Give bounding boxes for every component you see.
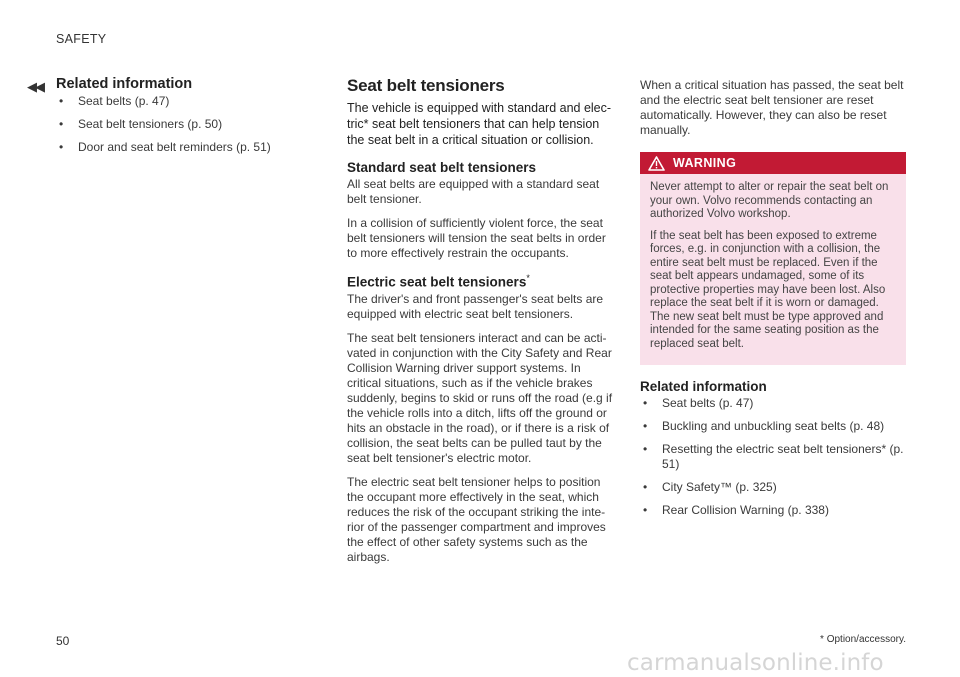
- related-info-list: [640, 396, 906, 518]
- related-link[interactable]: • Resetting the electric seat belt tensioners* (p. 51): [643, 442, 904, 471]
- bullet-icon: •: [643, 442, 648, 456]
- page-number: 50: [56, 634, 70, 648]
- left-column: [56, 76, 296, 163]
- related-link[interactable]: • Rear Collision Warning (p. 338): [643, 503, 829, 517]
- related-link[interactable]: • Seat belts (p. 47): [59, 94, 170, 108]
- warning-text: Never attempt to alter or repair the seat belt on your own. Volvo recommends contacting an authorized Volvo workshop.: [650, 181, 889, 220]
- paragraph: When a critical situation has passed, the seat belt and the electric seat belt tensioner are reset automatically. However, they can also be reset manually.: [640, 78, 904, 137]
- bullet-icon: •: [643, 396, 648, 410]
- warning-triangle-icon: [648, 156, 665, 171]
- electric-tensioner-heading: Electric seat belt tensioners*: [347, 273, 530, 290]
- related-info-heading: Related information: [640, 379, 767, 394]
- related-link[interactable]: • Seat belt tensioners (p. 50): [59, 117, 223, 131]
- bullet-icon: •: [643, 419, 648, 433]
- footnote: * Option/accessory.: [820, 634, 906, 645]
- related-link[interactable]: • Buckling and unbuckling seat belts (p. 48): [643, 419, 885, 433]
- option-asterisk: *: [526, 273, 530, 283]
- paragraph: All seat belts are equipped with a standard seat belt tensioner.: [347, 177, 600, 206]
- bullet-icon: •: [59, 117, 64, 131]
- standard-tensioner-heading: Standard seat belt tensioners: [347, 160, 537, 175]
- previous-page-icon[interactable]: ◀◀: [27, 79, 43, 94]
- warning-text: If the seat belt has been exposed to extreme forces, e.g. in conjunction with a collision, the entire seat belt must be replaced. Even if the seat belt appears undamaged, some of its protective properties may have been lost. Also replace the seat belt if it is worn or damaged. The new seat belt must be type approved and intended for the same seating position as the replaced seat belt.: [650, 229, 886, 350]
- related-link[interactable]: • Door and seat belt reminders (p. 51): [59, 140, 271, 154]
- watermark: carmanualsonline.info: [627, 650, 884, 676]
- related-info-heading: Related information: [56, 76, 193, 92]
- related-link[interactable]: • City Safety™ (p. 325): [643, 480, 777, 494]
- section-header: SAFETY: [56, 32, 107, 46]
- bullet-icon: •: [59, 140, 64, 154]
- page-title: Seat belt tensioners: [347, 76, 505, 95]
- lead-paragraph: The vehicle is equipped with standard and elec-tric* seat belt tensioners that can help tension the seat belt in a critical situation or collision.: [347, 101, 612, 147]
- bullet-icon: •: [59, 94, 64, 108]
- right-column: [640, 78, 906, 526]
- warning-box: [640, 152, 906, 365]
- warning-label: WARNING: [673, 156, 737, 170]
- bullet-icon: •: [643, 503, 648, 517]
- paragraph: The driver's and front passenger's seat belts are equipped with electric seat belt tensioners.: [347, 291, 604, 321]
- warning-body: [640, 174, 906, 365]
- paragraph: The seat belt tensioners interact and can be acti-vated in conjunction with the City Safety and Rear Collision Warning driver support systems. In critical situations, such as if the vehicle brakes suddenly, begins to skid or runs off the road (e.g if the vehicle rolls into a ditch, lifts off the ground or hits an obstacle in the road), or if there is a risk of collision, the seat belts can be pulled taut by the seat belt tensioner's electric motor.: [347, 330, 613, 465]
- related-info-list: [56, 94, 296, 155]
- bullet-icon: •: [643, 480, 648, 494]
- middle-column: [347, 76, 615, 574]
- related-link[interactable]: • Seat belts (p. 47): [643, 396, 754, 410]
- paragraph: In a collision of sufficiently violent force, the seat belt tensioners will tension the seat belts in order to more effectively restrain the occupants.: [347, 216, 606, 260]
- paragraph: The electric seat belt tensioner helps to position the occupant more effectively in the seat, which reduces the risk of the occupant striking the inte-rior of the passenger compartment and improves the effect of other safety systems such as the airbags.: [347, 474, 606, 564]
- warning-header: [640, 152, 906, 174]
